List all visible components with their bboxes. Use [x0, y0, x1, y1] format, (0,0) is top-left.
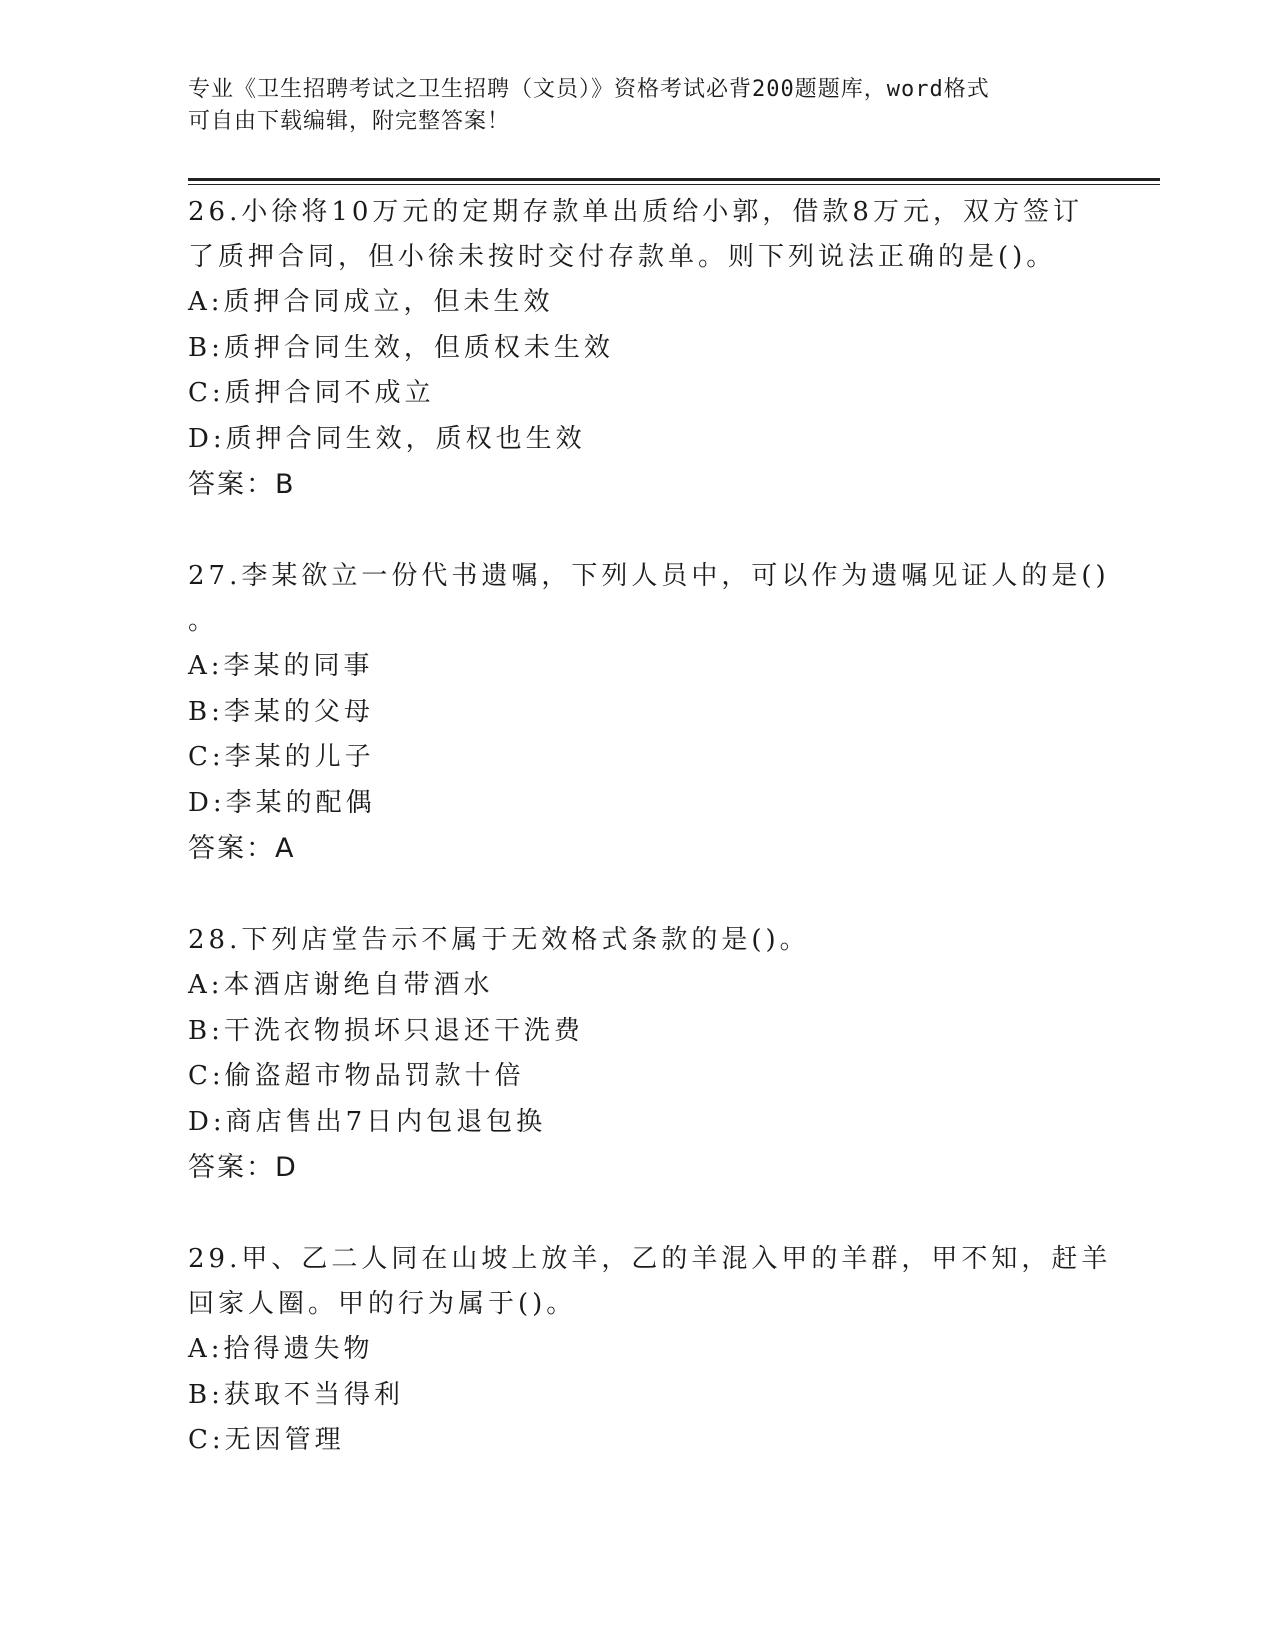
question-text-line: 29.甲、乙二人同在山坡上放羊，乙的羊混入甲的羊群，甲不知，赶羊 — [188, 1244, 1112, 1274]
question-text-line: 26.小徐将10万元的定期存款单出质给小郭，借款8万元，双方签订 — [188, 197, 1083, 227]
option-a: A:质押合同成立，但未生效 — [188, 287, 554, 317]
question-26 — [188, 190, 1088, 507]
option-b: B:李某的父母 — [188, 696, 374, 727]
option-a: A:拾得遗失物 — [188, 1334, 374, 1364]
option-d: D:商店售出7日内包退包换 — [188, 1106, 547, 1137]
question-29 — [188, 1237, 1112, 1464]
question-list — [188, 190, 1112, 1464]
answer: 答案：A — [188, 833, 296, 864]
question-text-line: 27.李某欲立一份代书遗嘱，下列人员中，可以作为遗嘱见证人的是() — [188, 561, 1110, 591]
answer: 答案：B — [188, 469, 296, 500]
question-spacer — [188, 871, 1088, 918]
option-a: A:本酒店谢绝自带酒水 — [188, 970, 494, 1000]
option-c: C:偷盗超市物品罚款十倍 — [188, 1061, 525, 1091]
header-divider-thin — [188, 184, 1160, 185]
option-d: D:质押合同生效，质权也生效 — [188, 423, 586, 454]
question-spacer — [188, 1190, 1088, 1237]
question-27 — [188, 554, 1110, 871]
option-d: D:李某的配偶 — [188, 787, 376, 818]
option-b: B:干洗衣物损坏只退还干洗费 — [188, 1015, 584, 1046]
answer: 答案：D — [188, 1152, 298, 1183]
document-header — [188, 74, 1088, 138]
header-line-2: 可自由下载编辑，附完整答案！ — [188, 109, 511, 134]
question-spacer — [188, 507, 1088, 554]
option-c: C:李某的儿子 — [188, 742, 375, 772]
question-text-line: 回家人圈。甲的行为属于()。 — [188, 1289, 577, 1319]
question-28 — [188, 918, 1088, 1190]
option-a: A:李某的同事 — [188, 651, 374, 681]
option-c: C:质押合同不成立 — [188, 378, 435, 408]
question-text-line: 28.下列店堂告示不属于无效格式条款的是()。 — [188, 925, 810, 955]
option-b: B:获取不当得利 — [188, 1379, 404, 1410]
question-text-line: 。 — [188, 606, 219, 636]
header-line-1: 专业《卫生招聘考试之卫生招聘（文员）》资格考试必背200题题库，word格式 — [188, 77, 990, 102]
header-divider-thick — [188, 178, 1160, 181]
question-text-line: 了质押合同，但小徐未按时交付存款单。则下列说法正确的是()。 — [188, 242, 1057, 272]
option-b: B:质押合同生效，但质权未生效 — [188, 332, 614, 363]
option-c: C:无因管理 — [188, 1425, 345, 1455]
